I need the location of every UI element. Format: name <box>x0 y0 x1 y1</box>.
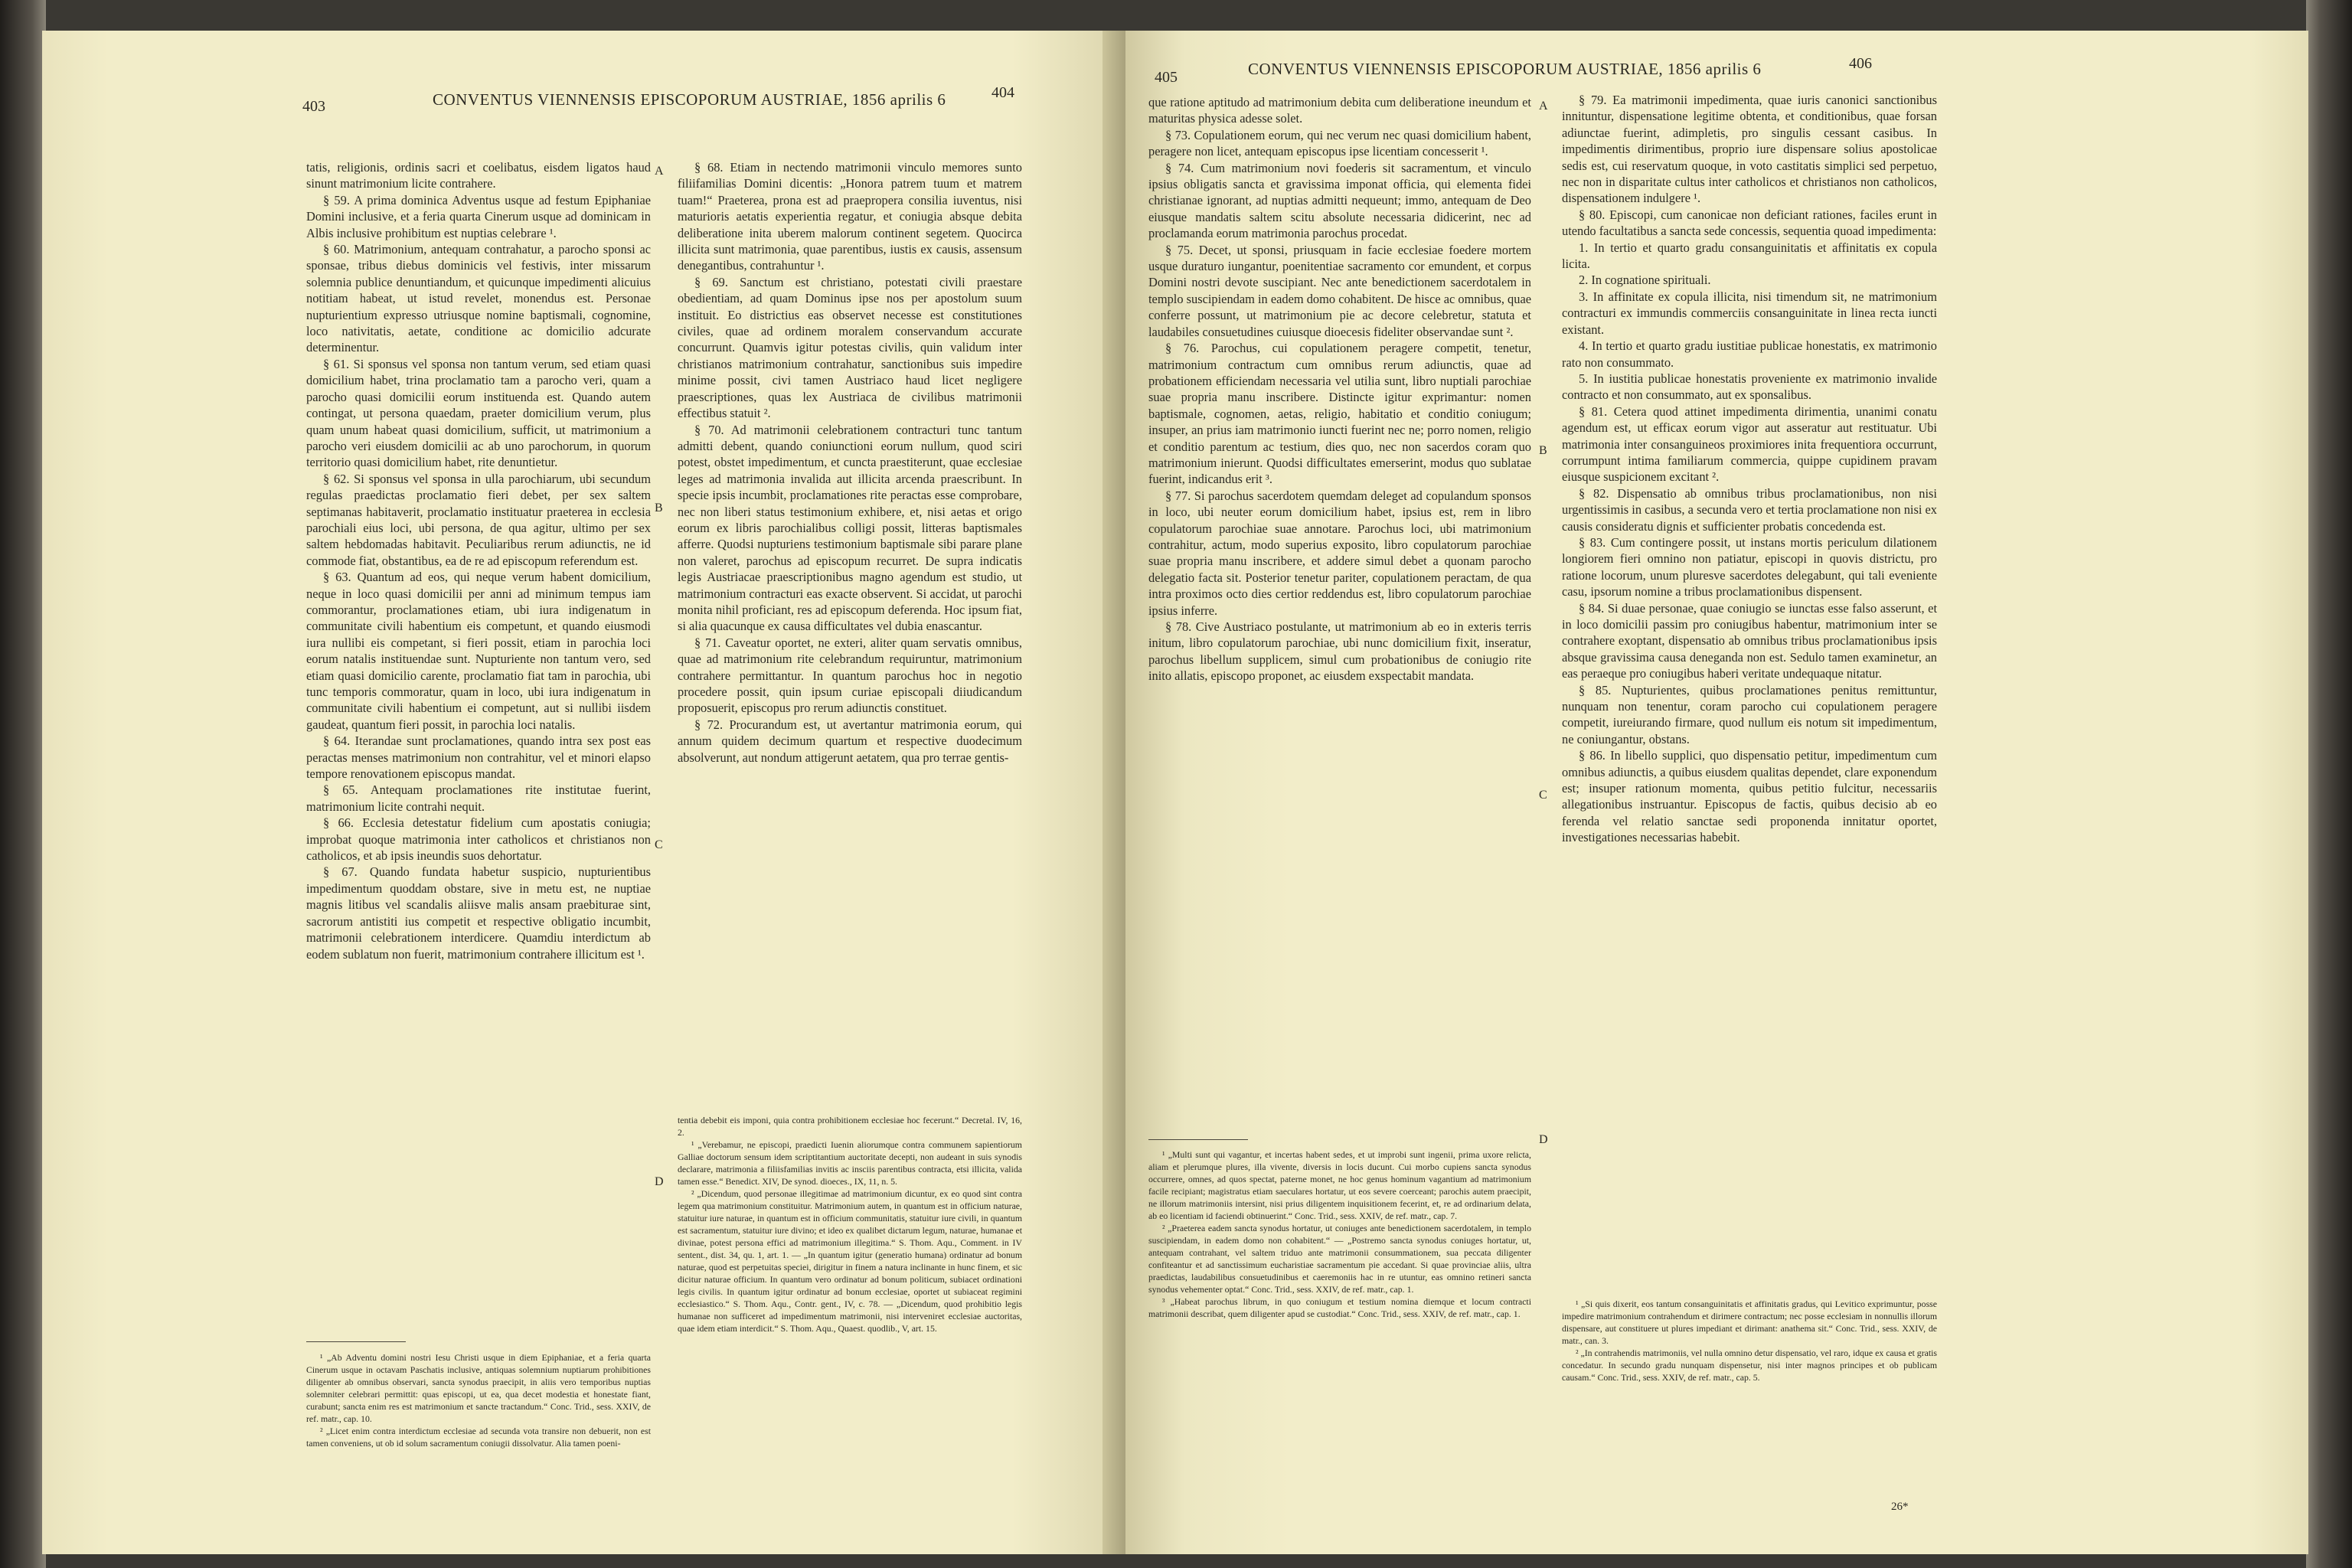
paragraph-66: § 66. Ecclesia detestatur fidelium cum apostatis coniugia; improbat quoque matrimonia inter catholicos et christianos non catholicos, et ab ipsis ineundis suos dehortatur. <box>306 815 651 864</box>
paragraph-78: § 78. Cive Austriaco postulante, ut matrimonium ab eo in exteris terris initum, libro copulatorum parochiae, ubi nunc domicilium fixit, inseratur, parochus libellum supplicem, simul cum probationibus de coniugio rite inito allatis, episcopo proponet, ac eiusdem exspectabit mandata. <box>1148 619 1531 684</box>
paragraph-71: § 71. Caveatur oportet, ne exteri, aliter quam servatis omnibus, quae ad matrimonium rite celebrandum requiruntur, matrimonium contrahere permittantur. In quantum parochus hoc in negotio procedere possit, quin ipsum curiae episcopali diiudicandum proposuerit, episcopus pro rerum adiunctis constituet. <box>678 635 1022 716</box>
paragraph-82: § 82. Dispensatio ab omnibus tribus proclamationibus, non nisi urgentissimis in casibus, a secunda vero et tertia proclamatione non nisi ex causis consideratu dignis et sufficienter probatis concedenda est. <box>1562 485 1937 534</box>
left-page-number-inner: 404 <box>991 84 1014 101</box>
list-item: 2. In cognatione spirituali. <box>1579 273 1711 288</box>
paragraph-76: § 76. Parochus, cui copulationem peragere competit, tenetur, matrimonium contractum cum omnibus rerum adiunctis, quae ad probationem efficiendam necessaria vel utilia sunt, libro nuptiali parochiae suae propria manu inscribere. Distincte igitur exprimantur: nomen baptismale, cognomen, aetas, religio, habitatio et conditio coniugum; insuper, an prius iam matrimonio iuncti fuerint nec ne; porro nomen, religio et conditio parentum ac testium, dies quo, nec non sacerdos coram quo matrimonium inierunt. Quodsi difficultates emerserint, modus quo sublatae fuerint, indicandus erit ³. <box>1148 341 1531 487</box>
list-item: 1. In tertio et quarto gradu consanguinitatis et affinitatis ex copula licita. <box>1562 240 1937 272</box>
paragraph-80: § 80. Episcopi, cum canonicae non deficiant rationes, faciles erunt in utendo facultatibus a sancta sede concessis, sequentia quoad impedimenta: <box>1562 207 1937 239</box>
paragraph-86: § 86. In libello supplici, quo dispensatio petitur, impedimentum cum omnibus adiunctis, a quibus eiusdem qualitas dependet, clare exponendum est; insuper rationum momenta, quibus petitio fulcitur, necessariis allegationibus instruantur. Episcopus de factis, quibus decisio ab eo ferenda vel relatio sanctae sedi proponenda innitatur oportet, investigationes necessarias habebit. <box>1562 748 1937 845</box>
book-edge-right <box>2306 0 2352 1568</box>
left-page-column-2 <box>678 159 1022 766</box>
paragraph-79: § 79. Ea matrimonii impedimenta, quae iuris canonici sanctionibus innituntur, dispensatione legitime obtenta, et conditionibus, quae forsan adiunctae fuerint, adimpletis, pro singulis cessant casibus. In impedimentis dirimentibus, proprio iure dispensare solius apostolicae sedis est, cui reservatum quoque, in voto castitatis simplici sed perpetuo, nec non in disparitate cultus inter catholicos et christianos non catholicos, dispensationem indulgere ¹. <box>1562 93 1937 206</box>
footnote: ² „Praeterea eadem sancta synodus hortatur, ut coniuges ante benedictionem sacerdotalem, in templo suscipiendam, in eadem domo non cohabitent.“ — „Postremo sancta synodus coniuges hortatur, ut, antequam contrahant, vel saltem triduo ante matrimonii consummationem, sua peccata diligenter confiteantur et ad sanctissimum eucharistiae sacramentum pie accedant. Si quae provinciae aliis, ultra praedictas, laudabilibus consuetudinibus et caeremoniis hac in re utuntur, eas omnino retineri sancta synodus vehementer optat.“ Conc. Trid., sess. XXIV, de ref. matr., cap. 1. <box>1148 1223 1531 1295</box>
margin-letter-c: C <box>655 838 663 851</box>
paragraph-75: § 75. Decet, ut sponsi, priusquam in facie ecclesiae foedere mortem usque duraturo iungantur, poenitentiae sacramento cor emundent, et corpus Domini nostri devote suscipiant. Nec ante benedictionem sacerdotalem in templo suscipiendam in eadem domo cohabitent. De hisce ac omnibus, quae conferre possunt, ut matrimonium pie ac decore celebretur, statuta et laudabiles consuetudines cuiusque dioecesis fideliter observandae sunt ². <box>1148 242 1531 339</box>
margin-letter-a: A <box>655 165 664 178</box>
paragraph-83: § 83. Cum contingere possit, ut instans mortis periculum dilationem longiorem fieri omnino non patiatur, episcopi in quovis districtu, pro ratione locorum, unum pluresve sacerdotes delegabunt, qui tali eveniente casu, ipsorum nomine a tribus proclamationibus dispensent. <box>1562 534 1937 599</box>
margin-letter-d: D <box>1539 1133 1548 1146</box>
paragraph-70: § 70. Ad matrimonii celebrationem contracturi tunc tantum admitti debent, quando coniunctioni eorum nullum, quod sciri potest, obstet impedimentum, et cuncta praestiterunt, quae ecclesiae leges ad matrimonia invalida aut illicita arcenda praescribunt. In specie ipsis incumbit, proclamationes rite peractas esse comprobare, nec non liberi status testimonium exhibere, et, nisi aetas et origo eorum ex libris parochialibus colligi possit, litteras baptismales afferre. Quodsi nupturiens testimonium baptismale sibi parare plane non valeret, parochus ad episcopum recurret. De supra indicatis legis Austriacae praescriptionibus magno agendum est studio, ut matrimonium contracturi eas exacte observent. Si accidat, ut parochi monita nihil proficiant, res ad episcopum deferenda. Hoc ipsum fiat, si alia quacunque ex causa difficultates vel dubia enascantur. <box>678 422 1022 634</box>
right-page <box>1125 31 2308 1554</box>
paragraph-72: § 72. Procurandum est, ut avertantur matrimonia eorum, qui annum quidem decimum quartum et respective duodecimum absolverunt, aut nondum attigerunt aetatem, qua pro terrae gentis- <box>678 717 1022 765</box>
list-item: 5. In iustitia publicae honestatis proveniente ex matrimonio invalide contracto et non consummato, aut ex sponsalibus. <box>1562 371 1937 403</box>
right-page-column-2 <box>1562 92 1937 846</box>
footnote: ¹ „Multi sunt qui vagantur, et incertas habent sedes, et ut improbi sunt ingenii, prima uxore relicta, aliam et plerumque plures, illa vivente, diversis in locis ducunt. Cui morbo cupiens sancta synodus occurrere, omnes, ad quos spectat, paterne monet, ne hoc genus hominum vagantium ad matrimonium facile recipiant; magistratus etiam saeculares hortatur, ut eos severe coerceant; parochis autem praecipit, ne illorum matrimoniis intersint, nisi prius diligentem inquisitionem fecerint, et, re ad ordinarium delata, ab eo licentiam id faciendi obtinuerint.“ Conc. Trid., sess. XXIV, de ref. matr., cap. 7. <box>1148 1149 1531 1221</box>
right-running-head: CONVENTUS VIENNENSIS EPISCOPORUM AUSTRIAE, 1856 aprilis 6 <box>1248 60 1762 78</box>
paragraph: que ratione aptitudo ad matrimonium debita cum deliberatione ineundum et maturitas physica adesse solet. <box>1148 95 1531 126</box>
footnote: tentia debebit eis imponi, quia contra prohibitionem ecclesiae hoc fecerunt.“ Decretal. IV, 16, 2. <box>678 1115 1022 1138</box>
footnote-rule <box>306 1341 406 1342</box>
margin-letter-d: D <box>655 1175 664 1188</box>
paragraph-74: § 74. Cum matrimonium novi foederis sit sacramentum, et vinculo ipsius obligatis sancta et gravissima imponat officia, qui elementa fidei christianae ignorant, ad nuptias admitti nequeunt; immo, antequam de Deo eiusque mandatis saltem scitu absolute necessaria didicerint, nec ad proclamanda eorum matrimonia parochus procedat. <box>1148 160 1531 241</box>
left-running-head: CONVENTUS VIENNENSIS EPISCOPORUM AUSTRIAE, 1856 aprilis 6 <box>433 90 946 109</box>
signature-mark: 26* <box>1891 1501 1909 1513</box>
book-edge-left <box>0 0 46 1568</box>
paragraph-60: § 60. Matrimonium, antequam contrahatur, a parocho sponsi ac sponsae, tribus diebus dominicis vel festivis, inter missarum solemnia publice denuntiandum, et quicunque impedimenti alicuius notitiam habeat, ut istud revelet, monendus est. Personae nupturientium expresso utriusque nomine baptismali, cognomine, loco nativitatis, aetate, conditione ac domicilio adcurate determinentur. <box>306 242 651 355</box>
paragraph-81: § 81. Cetera quod attinet impedimenta dirimentia, unanimi conatu agendum est, ut efficax eorum vigor aut asseratur aut restituatur. Ubi matrimonia inter consanguineos proximiores inita frequentiora occurrunt, corrumpunt intima familiarum commercia, quippe cupidinem pravam eiusque suspicionem excitant ². <box>1562 403 1937 485</box>
right-page-footnotes-col-1 <box>1148 1148 1531 1320</box>
left-page-number-outer: 403 <box>302 98 325 115</box>
footnote: ² „Dicendum, quod personae illegitimae ad matrimonium dicuntur, ex eo quod sint contra legem qua matrimonium constituitur. Matrimonium autem, in quantum est in officium naturae, statuitur iure naturae, in quantum est in officium communitatis, statuitur iure civili, in quantum est sacramentum, statuitur iure divino; et ideo ex qualibet dictarum legum, naturae, humanae et divinae, potest persona effici ad matrimonium illegitima.“ S. Thom. Aqu., Comment. in IV sentent., dist. 34, qu. 1, art. 1. — „In quantum igitur (generatio humana) ordinatur ad bonum naturae, quod est perpetuitas speciei, dirigitur in finem a natura inclinante in hunc finem, et sic dicitur naturae officium. In quantum vero ordinatur ad bonum politicum, subiacet ordinationi legis civilis. In quantum igitur ordinatur ad bonum ecclesiae, oportet ut subiaceat regimini ecclesiastico.“ S. Thom. Aqu., Contr. gent., IV, c. 78. — „Dicendum, quod prohibitio legis humanae non sufficeret ad impedimentum matrimonii, nisi interveniret ecclesiae auctoritas, quae idem etiam interdicit.“ S. Thom. Aqu., Quaest. quodlib., V, art. 15. <box>678 1188 1022 1334</box>
footnote: ² „In contrahendis matrimoniis, vel nulla omnino detur dispensatio, vel raro, idque ex causa et gratis concedatur. In secundo gradu nunquam dispensetur, nisi inter magnos principes et ob publicam causam.“ Conc. Trid., sess. XXIV, de ref. matr., cap. 5. <box>1562 1348 1938 1383</box>
margin-letter-c: C <box>1539 789 1547 802</box>
list-item: 4. In tertio et quarto gradu iustitiae publicae honestatis, ex matrimonio rato non consummato. <box>1562 338 1937 370</box>
paragraph-62: § 62. Si sponsus vel sponsa in ulla parochiarum, ubi secundum regulas praedictas proclamatio fieri debet, per sex saltem septimanas habitaverit, proclamatio instituatur praeterea in ecclesia parochiali eius loci, ubi persona, de qua agitur, ultimo per sex saltem hebdomadas habitavit. Peculiaribus rerum adiunctis, ne id commode fiat, obstantibus, ea de re ad episcopum referendum est. <box>306 471 651 568</box>
paragraph: tatis, religionis, ordinis sacri et coelibatus, eisdem ligatos haud sinunt matrimonium licite contrahere. <box>306 160 651 191</box>
paragraph-64: § 64. Iterandae sunt proclamationes, quando intra sex post eas peractas menses matrimonium non contrahitur, vel et minori elapso tempore renovationem episcopus mandat. <box>306 733 651 782</box>
footnote: ¹ „Verebamur, ne episcopi, praedicti Iuenin aliorumque contra communem sapientiorum Galliae doctorum sensum idem scriptitantium auctoritate decepti, non audeant in suis synodis declarare, matrimonia a filiisfamilias invitis ac insciis parentibus contracta, etsi illicita, valida tamen esse.“ Benedict. XIV, De synod. dioeces., IX, 11, n. 5. <box>678 1139 1022 1187</box>
left-page-column-1 <box>306 159 651 962</box>
margin-letter-a: A <box>1539 100 1548 113</box>
paragraph-65: § 65. Antequam proclamationes rite institutae fuerint, matrimonium licite contrahi nequit. <box>306 782 651 814</box>
paragraph-77: § 77. Si parochus sacerdotem quemdam deleget ad copulandum sponsos in loco, ubi neuter eorum domicilium habet, ipsius est, rem in libro copulatorum parochiae suae annotare. Parochus loci, ubi matrimonium contrahitur, actum, modo superius exposito, libro copulatorum parochiae suae propria manu inscribere, et addere simul debet a quonam parocho delegatio facta sit. Posterior tenetur pariter, copulationem peractam, de qua intra proximos octo dies certior reddendus est, libro copulatorum parochiae ipsius inferre. <box>1148 488 1531 618</box>
paragraph-85: § 85. Nupturientes, quibus proclamationes penitus remittuntur, nunquam non tenentur, coram parocho cui copulationem peragere competit, iureiurando firmare, quod nullum eis notum sit impedimentum, ne coniungantur, obstans. <box>1562 682 1937 746</box>
left-page-footnotes-col-1 <box>306 1351 651 1449</box>
paragraph-73: § 73. Copulationem eorum, qui nec verum nec quasi domicilium habent, peragere non licet, antequam episcopus ipse licentiam concesserit ¹. <box>1148 127 1531 159</box>
list-item: 3. In affinitate ex copula illicita, nisi timendum sit, ne matrimonium contracturi ex immundis commerciis consanguinitate in linea recta iuncti existant. <box>1562 289 1937 337</box>
footnote: ² „Licet enim contra interdictum ecclesiae ad secunda vota transire non debuerit, non est tamen conveniens, ut ob id solum sacramentum coniugii dissolvatur. Alia tamen poeni- <box>306 1426 651 1449</box>
footnote: ¹ „Ab Adventu domini nostri Iesu Christi usque in diem Epiphaniae, et a feria quarta Cinerum usque in octavam Paschatis inclusive, antiquas solemnium nuptiarum prohibitiones diligenter ab omnibus observari, sancta synodus praecipit, in aliis vero temporibus nuptias solemniter celebrari permittit: quas episcopi, ut ea, qua decet modestia et honestate fiant, curabunt; sancta enim res est matrimonium et sancte tractandum.“ Conc. Trid., sess. XXIV, de ref. matr., cap. 10. <box>306 1352 651 1424</box>
footnote-rule <box>1148 1139 1248 1140</box>
paragraph-68: § 68. Etiam in nectendo matrimonii vinculo memores sunto filiifamilias Domini dicentis: „Honora patrem tuum et matrem tuam!“ Praeterea, prona est ad praeproperа consilia iuventus, nisi maturioris aetatis experientia regatur, et coniugia absque debita deliberatione inita uberem malorum continent segetem. Quocirca illicita sunt matrimonia, quae parentibus, iustis ex causis, assensum denegantibus, contrahuntur ¹. <box>678 160 1022 273</box>
margin-letter-b: B <box>655 501 663 514</box>
right-page-footnotes-col-2 <box>1562 1298 1937 1383</box>
paragraph-63: § 63. Quantum ad eos, qui neque verum habent domicilium, neque in loco quasi domicilii per anni ad minimum tempus iam commorantur, proclamationes etiam, ubi iura indigenatum in communitate civili habentium eis competunt, et quando eiusmodi iura nullibi eis competant, si fieri possit, etiam in parochia loci eorum natalis instituendae sunt. Nupturiente non tantum vero, sed etiam quasi domicilio carente, proclamatio fiat tam in parochia, ubi tunc temporis commoratur, quam in loco, ubi iura indigenatum in communitate civili habentium ei competunt, aut si nullibi iisdem gaudeat, quantum fieri possit, in parochia loci natalis. <box>306 570 651 732</box>
right-page-column-1 <box>1148 94 1531 684</box>
margin-letter-b: B <box>1539 444 1547 457</box>
right-page-number-outer: 406 <box>1849 55 1872 72</box>
footnote: ¹ „Si quis dixerit, eos tantum consanguinitatis et affinitatis gradus, qui Levitico exprimuntur, posse impedire matrimonium contrahendum et dirimere contractum; nec posse ecclesiam in nonnullis illorum dispensare, aut constituere ut plures impediant et dirimant: anathema sit.“ Conc. Trid., sess. XXIV, de matr., can. 3. <box>1562 1298 1937 1346</box>
paragraph-67: § 67. Quando fundata habetur suspicio, nupturientibus impedimentum quoddam obstare, sive in metu est, ne nuptiae magnis litibus vel scandalis aliisve malis ansam praebiturae sint, sacrorum antistiti ius competit et respective obligatio incumbit, matrimonii celebrationem interdicere. Quamdiu interdictum ab eodem sublatum non fuerit, matrimonium contrahere illicitum est ¹. <box>306 864 651 962</box>
left-page-footnotes-col-2 <box>678 1114 1022 1334</box>
footnote: ³ „Habeat parochus librum, in quo coniugum et testium nomina diemque et locum contracti matrimonii describat, quem diligenter apud se custodiat.“ Conc. Trid., sess. XXIV, de ref. matr., cap. 1. <box>1148 1296 1531 1319</box>
paragraph-84: § 84. Si duae personae, quae coniugio se iunctas esse falso asserunt, et in loco domicilii passim pro coniugibus habentur, matrimonium inter se contrahere exoptant, dispensatio ab omnibus tribus proclamationibus ipsis absque gravissima causa deneganda non est. Sedulo tamen examinetur, an eas peraeque pro coniugibus haberi veritate undequaque nitatur. <box>1562 600 1937 681</box>
right-page-number-inner: 405 <box>1155 69 1178 86</box>
paragraph-69: § 69. Sanctum est christiano, potestati civili praestare obedientiam, ad quam Dominus ipse nos per apostolum suum instituit. Eo districtius eas observet necesse est constitutiones civiles, quae ad ordinem moralem conservandum accurate concurrunt. Quamvis igitur potestas civilis, quin validum inter christianos matrimonium contrahatur, sanctionibus suis impedire minime possit, civi tamen Austriaco haud licet negligere praescriptiones, quas lex Austriaca de civilibus matrimonii effectibus statuit ². <box>678 274 1022 421</box>
left-page <box>42 31 1145 1554</box>
paragraph-59: § 59. A prima dominica Adventus usque ad festum Epiphaniae Domini inclusive, et a feria quarta Cinerum usque ad dominicam in Albis inclusive prohibitum est nuptias celebrare ¹. <box>306 192 651 240</box>
paragraph-61: § 61. Si sponsus vel sponsa non tantum verum, sed etiam quasi domicilium habet, trina proclamatio tam a parocho veri, quam a parocho quasi domicilii eorum instituenda est. Quando autem contingat, ut persona quaedam, praeter domicilium verum, plus quam unum habeat quasi domicilium, sufficit, ut matrimonium a parocho veri eiusdem domicilii ac ab uno parochorum, in quorum territorio quasi domicilium habet, rite denuntietur. <box>306 356 651 470</box>
